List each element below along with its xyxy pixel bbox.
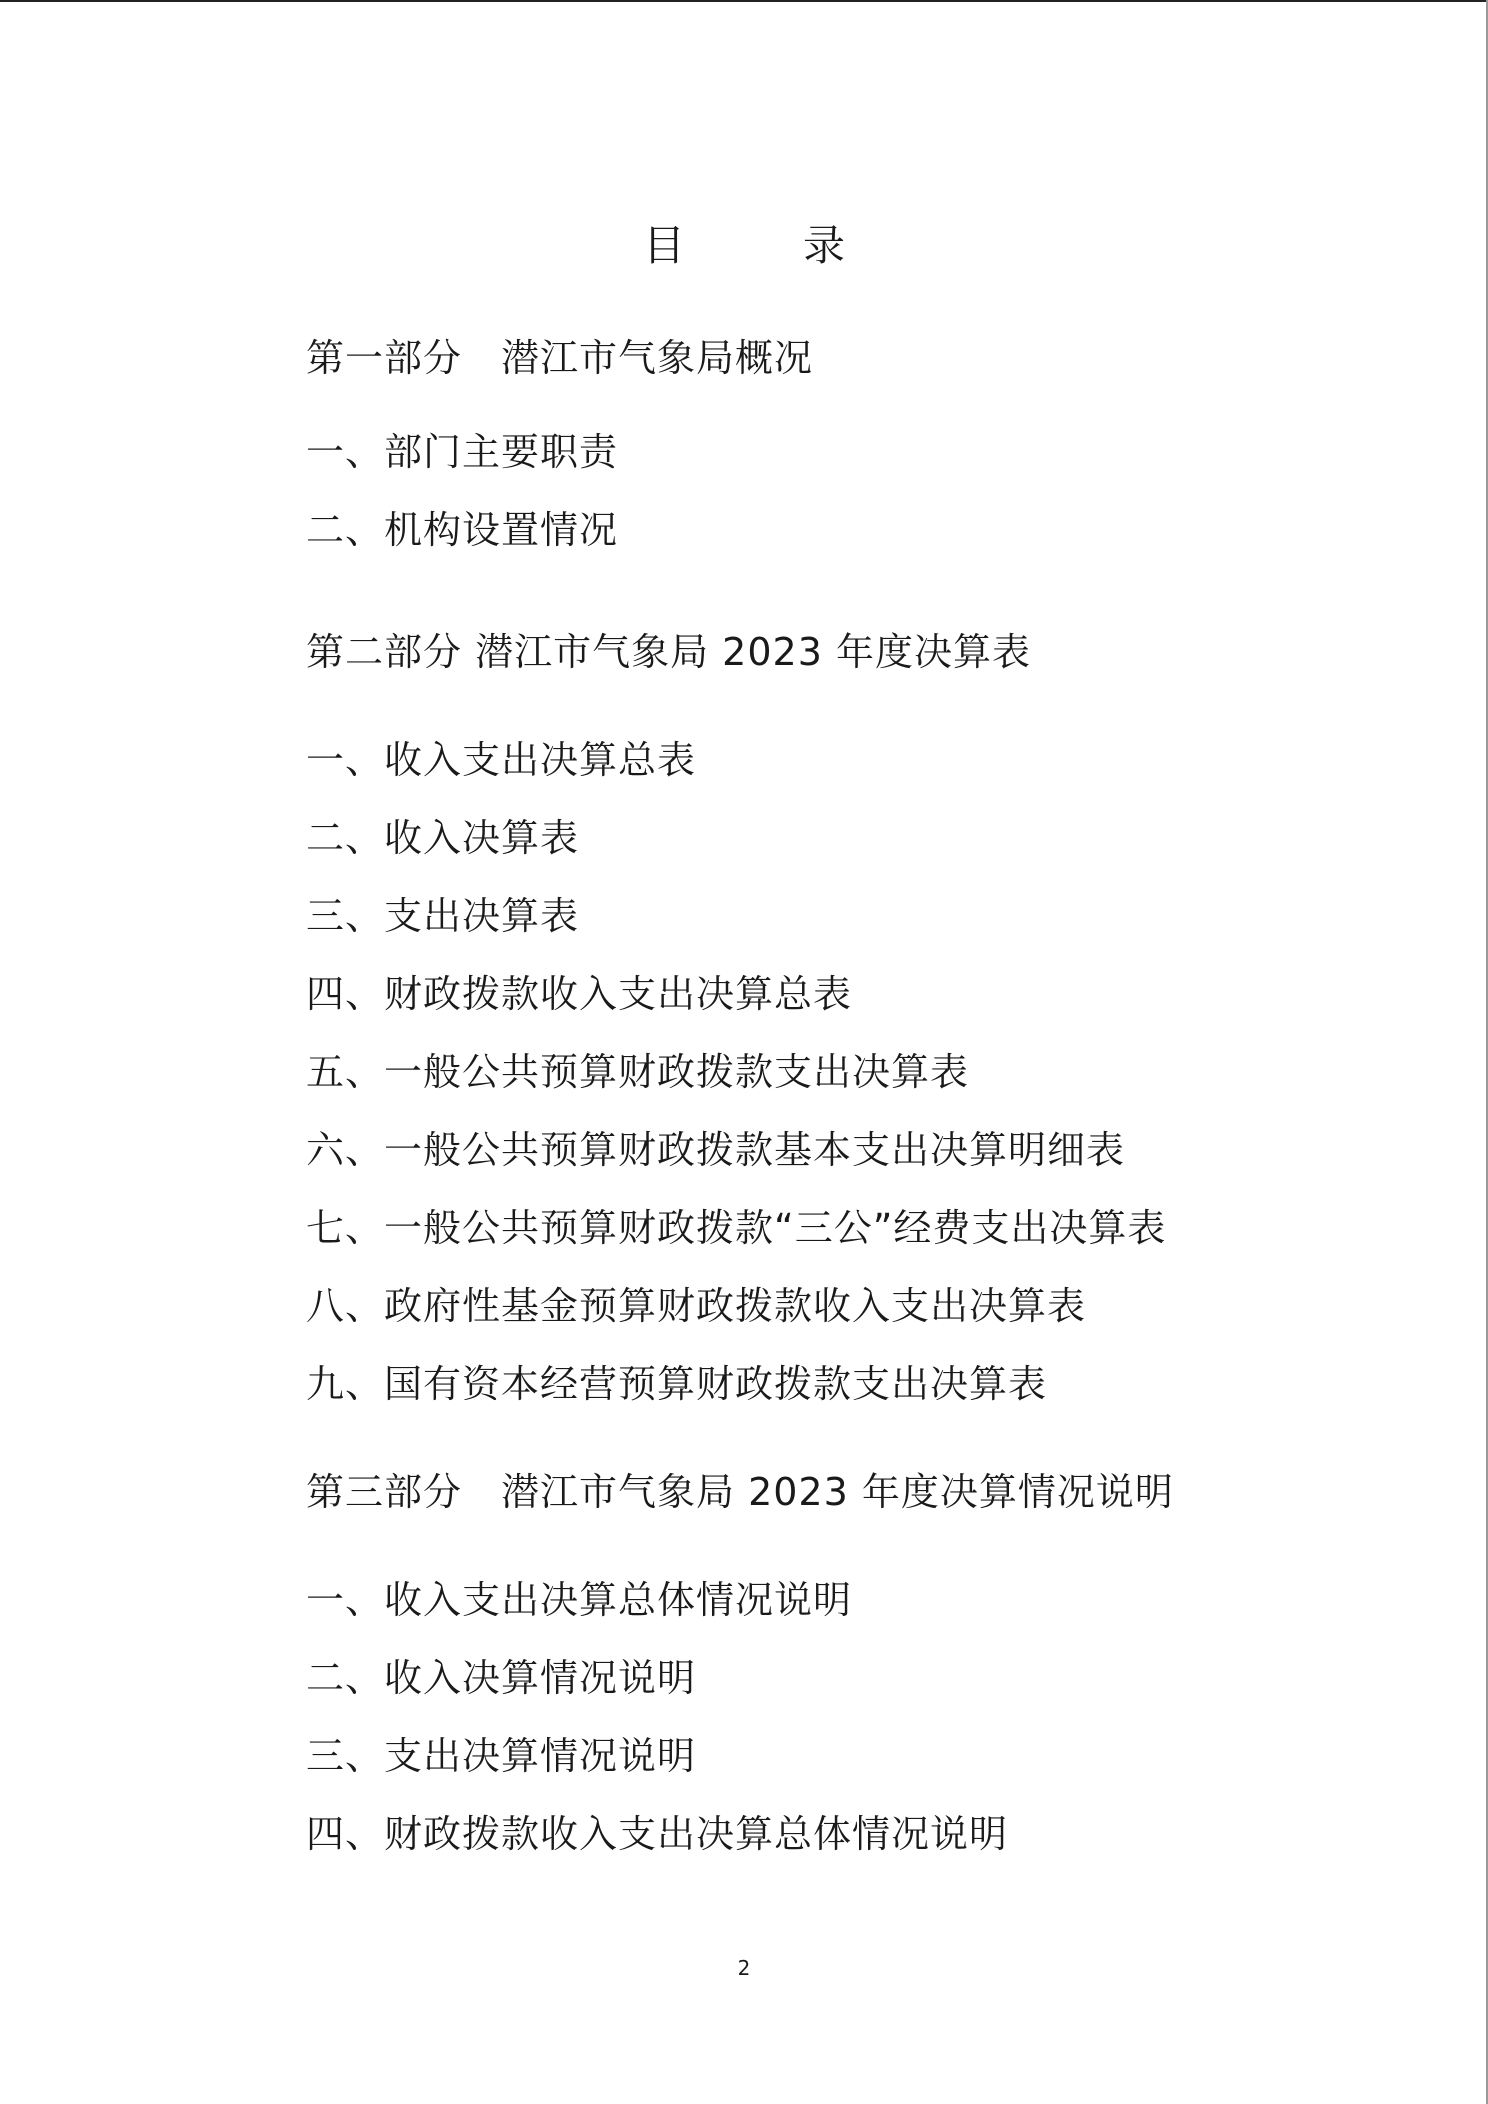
toc-item: 一、部门主要职责 [306, 430, 619, 474]
toc-item: 七、一般公共预算财政拨款“三公”经费支出决算表 [306, 1206, 1167, 1250]
toc-item: 九、国有资本经营预算财政拨款支出决算表 [306, 1362, 1048, 1406]
toc-item: 三、支出决算表 [306, 894, 580, 938]
page-number: 2 [737, 1956, 751, 1980]
toc-item: 二、收入决算情况说明 [306, 1656, 697, 1700]
toc-item: 四、财政拨款收入支出决算总表 [306, 972, 853, 1016]
toc-item: 一、收入支出决算总体情况说明 [306, 1578, 853, 1622]
toc-title: 目 录 [642, 221, 883, 270]
toc-part1-heading: 第一部分 潜江市气象局概况 [306, 336, 814, 380]
toc-item: 六、一般公共预算财政拨款基本支出决算明细表 [306, 1128, 1126, 1172]
toc-part2-heading: 第二部分 潜江市气象局 2023 年度决算表 [306, 630, 1031, 674]
toc-item: 四、财政拨款收入支出决算总体情况说明 [306, 1812, 1009, 1856]
toc-item: 三、支出决算情况说明 [306, 1734, 697, 1778]
toc-item: 二、机构设置情况 [306, 508, 619, 552]
toc-part3-heading: 第三部分 潜江市气象局 2023 年度决算情况说明 [306, 1470, 1174, 1514]
toc-item: 二、收入决算表 [306, 816, 580, 860]
toc-item: 八、政府性基金预算财政拨款收入支出决算表 [306, 1284, 1087, 1328]
toc-item: 一、收入支出决算总表 [306, 738, 697, 782]
toc-item: 五、一般公共预算财政拨款支出决算表 [306, 1050, 970, 1094]
top-border [0, 0, 1488, 2]
